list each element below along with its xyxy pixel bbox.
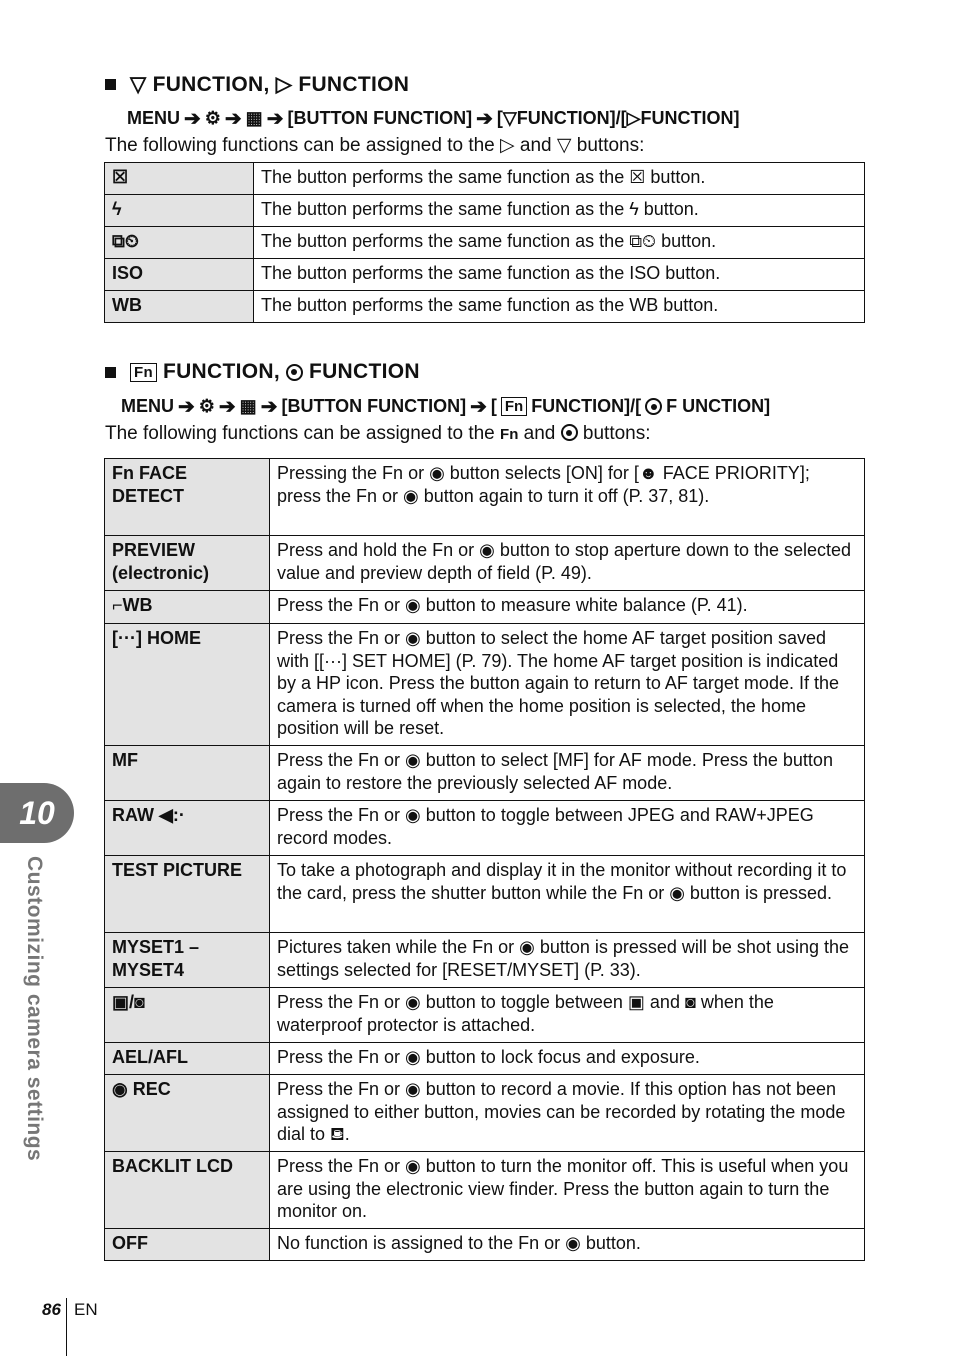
arrow-icon: ➔ <box>476 108 493 130</box>
row-desc: Pressing the Fn or ◉ button selects [ON] for [☻ FACE PRIORITY]; press the Fn or ◉ button again to turn it off (P. 37, 81). <box>270 459 865 536</box>
row-key: [···] HOME <box>105 624 270 746</box>
table-row <box>105 163 865 195</box>
fn-icon: Fn <box>500 426 519 443</box>
row-key: Fn FACE DETECT <box>105 459 270 536</box>
chapter-label: Customizing camera settings <box>23 856 46 1162</box>
row-key: ☒ <box>105 163 254 195</box>
row-desc: Press the Fn or ◉ button to toggle between ▣ and ◙ when the waterproof protector is attached. <box>270 988 865 1043</box>
row-desc: Press the Fn or ◉ button to turn the monitor off. This is useful when you are using the electronic view finder. Press the button again to turn the monitor on. <box>270 1152 865 1229</box>
row-key: PREVIEW (electronic) <box>105 536 270 591</box>
row-desc: Press the Fn or ◉ button to select [MF] for AF mode. Press the button again to restore the previously selected AF mode. <box>270 746 865 801</box>
row-desc: The button performs the same function as the WB button. <box>254 291 865 323</box>
table-row <box>105 624 865 746</box>
row-desc: The button performs the same function as the ☒ button. <box>254 163 865 195</box>
table-row <box>105 227 865 259</box>
row-key: OFF <box>105 1229 270 1261</box>
row-key: RAW ◀:· <box>105 801 270 856</box>
row-key: WB <box>105 291 254 323</box>
table-row <box>105 856 865 933</box>
arrow-icon: ➔ <box>224 108 242 130</box>
fn-icon: Fn <box>501 397 527 416</box>
table-row <box>105 1075 865 1152</box>
row-key: ISO <box>105 259 254 291</box>
row-key: BACKLIT LCD <box>105 1152 270 1229</box>
chapter-tab: 10 <box>0 783 74 843</box>
arrow-icon: ➔ <box>260 396 278 418</box>
fn-icon: Fn <box>130 363 157 382</box>
row-key: ⧉⏲ <box>105 227 254 259</box>
row-desc: Press the Fn or ◉ button to measure white balance (P. 41). <box>270 591 865 624</box>
section2-intro: The following functions can be assigned to the Fn and buttons: <box>105 423 651 444</box>
section1-intro: The following functions can be assigned to the ▷ and ▽ buttons: <box>105 135 645 156</box>
section2-table <box>104 458 865 1261</box>
table-row <box>105 746 865 801</box>
row-desc: Press the Fn or ◉ button to lock focus and exposure. <box>270 1043 865 1075</box>
row-key: ▣/◙ <box>105 988 270 1043</box>
bullet-icon <box>105 79 116 90</box>
table-row <box>105 1043 865 1075</box>
arrow-icon: ➔ <box>266 108 284 130</box>
row-desc: Press the Fn or ◉ button to toggle between JPEG and RAW+JPEG record modes. <box>270 801 865 856</box>
row-key: TEST PICTURE <box>105 856 270 933</box>
arrow-icon: ➔ <box>218 396 236 418</box>
row-desc: The button performs the same function as the ⧉⏲ button. <box>254 227 865 259</box>
row-desc: Pictures taken while the Fn or ◉ button is pressed will be shot using the settings selected for [RESET/MYSET] (P. 33). <box>270 933 865 988</box>
table-row <box>105 933 865 988</box>
row-key: MF <box>105 746 270 801</box>
table-row <box>105 459 865 536</box>
table-row <box>105 291 865 323</box>
arrow-icon: ➔ <box>470 396 487 418</box>
table-row <box>105 1152 865 1229</box>
table-row <box>105 988 865 1043</box>
row-key: ⌐WB <box>105 591 270 624</box>
row-desc: Press the Fn or ◉ button to select the home AF target position saved with [[···] SET HOME] (P. 79). The home AF target position is indicated by a HP icon. Press the button again to return to AF target mode. If the camera is turned off when the home position is selected, the home position will be reset. <box>270 624 865 746</box>
page-number: 86 <box>42 1300 61 1319</box>
table-row <box>105 801 865 856</box>
record-icon <box>286 364 303 381</box>
footer-divider <box>66 1298 67 1356</box>
section1-title: ▽ FUNCTION, ▷ FUNCTION <box>105 72 409 97</box>
section2-menu-path: MENU ➔ ⚙ ➔ ▦ ➔ [BUTTON FUNCTION] ➔ [ Fn FUNCTION]/[ F UNCTION] <box>121 396 771 418</box>
language-label: EN <box>74 1300 98 1319</box>
record-icon <box>645 398 662 415</box>
record-icon <box>561 424 578 441</box>
section1-menu-path: MENU ➔ ⚙ ➔ ▦ ➔ [BUTTON FUNCTION] ➔ [▽FUNCTION]/[▷FUNCTION] <box>127 108 740 130</box>
bullet-icon <box>105 367 116 378</box>
table-row <box>105 195 865 227</box>
row-desc: Press and hold the Fn or ◉ button to stop aperture down to the selected value and preview depth of field (P. 49). <box>270 536 865 591</box>
table-row <box>105 536 865 591</box>
row-desc: The button performs the same function as the ϟ button. <box>254 195 865 227</box>
custom-menu-icon: ▦ <box>245 108 263 128</box>
row-key: ϟ <box>105 195 254 227</box>
table-row <box>105 259 865 291</box>
table-row <box>105 1229 865 1261</box>
section1-table <box>104 162 865 323</box>
row-key: AEL/AFL <box>105 1043 270 1075</box>
gear-icon: ⚙ <box>198 396 215 416</box>
row-key: MYSET1 – MYSET4 <box>105 933 270 988</box>
row-desc: Press the Fn or ◉ button to record a movie. If this option has not been assigned to either button, movies can be recorded by rotating the mode dial to ⛾. <box>270 1075 865 1152</box>
custom-menu-icon: ▦ <box>239 396 257 416</box>
row-key: ◉ REC <box>105 1075 270 1152</box>
row-desc: The button performs the same function as the ISO button. <box>254 259 865 291</box>
section2-title: Fn FUNCTION, FUNCTION <box>105 360 420 384</box>
row-desc: To take a photograph and display it in the monitor without recording it to the card, press the shutter button while the Fn or ◉ button is pressed. <box>270 856 865 933</box>
gear-icon: ⚙ <box>204 108 221 128</box>
row-desc: No function is assigned to the Fn or ◉ button. <box>270 1229 865 1261</box>
arrow-icon: ➔ <box>184 108 201 130</box>
arrow-icon: ➔ <box>178 396 195 418</box>
table-row <box>105 591 865 624</box>
